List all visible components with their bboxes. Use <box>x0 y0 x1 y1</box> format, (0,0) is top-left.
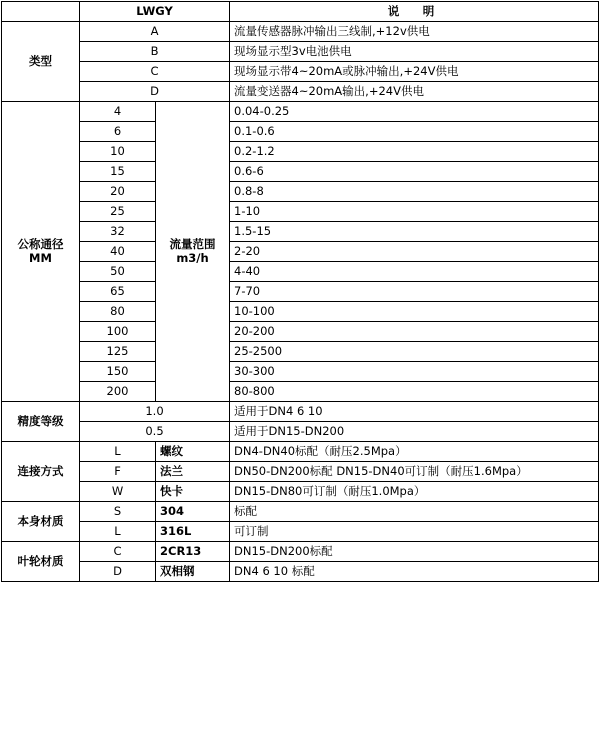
description-cell: 7-70 <box>230 282 599 302</box>
description-cell: 0.6-6 <box>230 162 599 182</box>
description-cell: 流量传感器脉冲输出三线制,+12v供电 <box>230 22 599 42</box>
description-cell: 0.1-0.6 <box>230 122 599 142</box>
table-row <box>2 162 599 182</box>
code-cell: 125 <box>80 342 156 362</box>
flow-range-line2: m3/h <box>176 250 209 265</box>
table-row <box>2 442 599 462</box>
description-cell: 20-200 <box>230 322 599 342</box>
flow-range-line1: 流量范围 <box>169 237 216 252</box>
table-row <box>2 522 599 542</box>
code-cell: S <box>80 502 156 522</box>
table-row <box>2 42 599 62</box>
code-cell: 4 <box>80 102 156 122</box>
description-cell: 可订制 <box>230 522 599 542</box>
description-cell: 现场显示型3v电池供电 <box>230 42 599 62</box>
category-label-accuracy: 精度等级 <box>2 402 80 442</box>
table-row <box>2 142 599 162</box>
code-cell: B <box>80 42 230 62</box>
table-row <box>2 242 599 262</box>
category-line2: MM <box>29 250 52 265</box>
name-cell: 快卡 <box>156 482 230 502</box>
table-row <box>2 302 599 322</box>
name-cell: 双相钢 <box>156 562 230 582</box>
code-cell: W <box>80 482 156 502</box>
name-cell: 法兰 <box>156 462 230 482</box>
table-row <box>2 482 599 502</box>
description-cell: 4-40 <box>230 262 599 282</box>
code-cell: 65 <box>80 282 156 302</box>
header-description-cell: 说 明 <box>230 2 599 22</box>
specification-table <box>1 1 599 582</box>
description-cell: 25-2500 <box>230 342 599 362</box>
description-cell: 1.5-15 <box>230 222 599 242</box>
table-row <box>2 122 599 142</box>
table-row <box>2 82 599 102</box>
table-row <box>2 262 599 282</box>
code-cell: 50 <box>80 262 156 282</box>
description-cell: DN50-DN200标配 DN15-DN40可订制（耐压1.6Mpa） <box>230 462 599 482</box>
code-cell: A <box>80 22 230 42</box>
category-label-nominal-diameter <box>2 102 80 402</box>
description-cell: DN15-DN200标配 <box>230 542 599 562</box>
code-cell: 1.0 <box>80 402 230 422</box>
table-row <box>2 62 599 82</box>
description-cell: 0.2-1.2 <box>230 142 599 162</box>
table-row <box>2 202 599 222</box>
category-line1: 公称通径 <box>17 237 64 252</box>
description-cell: 30-300 <box>230 362 599 382</box>
table-row <box>2 422 599 442</box>
code-cell: 150 <box>80 362 156 382</box>
table-row <box>2 102 599 122</box>
code-cell: F <box>80 462 156 482</box>
code-cell: L <box>80 522 156 542</box>
code-cell: C <box>80 62 230 82</box>
description-cell: 适用于DN15-DN200 <box>230 422 599 442</box>
table-row <box>2 562 599 582</box>
table-row <box>2 22 599 42</box>
name-cell: 304 <box>156 502 230 522</box>
table-row <box>2 342 599 362</box>
description-cell: 1-10 <box>230 202 599 222</box>
table-row <box>2 282 599 302</box>
category-label-type: 类型 <box>2 22 80 102</box>
code-cell: L <box>80 442 156 462</box>
description-cell: 流量变送器4~20mA输出,+24V供电 <box>230 82 599 102</box>
code-cell: 40 <box>80 242 156 262</box>
code-cell: 0.5 <box>80 422 230 442</box>
code-cell: D <box>80 562 156 582</box>
table-row <box>2 222 599 242</box>
description-cell: 0.04-0.25 <box>230 102 599 122</box>
table-row <box>2 362 599 382</box>
header-model-cell: LWGY <box>80 2 230 22</box>
code-cell: 6 <box>80 122 156 142</box>
name-cell: 螺纹 <box>156 442 230 462</box>
category-label-connection: 连接方式 <box>2 442 80 502</box>
name-cell: 316L <box>156 522 230 542</box>
table-row <box>2 502 599 522</box>
flow-range-label <box>156 102 230 402</box>
table-row <box>2 322 599 342</box>
code-cell: 20 <box>80 182 156 202</box>
description-cell: 2-20 <box>230 242 599 262</box>
code-cell: 80 <box>80 302 156 322</box>
category-label-impeller-material: 叶轮材质 <box>2 542 80 582</box>
code-cell: 32 <box>80 222 156 242</box>
code-cell: D <box>80 82 230 102</box>
category-label-body-material: 本身材质 <box>2 502 80 542</box>
description-cell: 标配 <box>230 502 599 522</box>
table-header-row <box>2 2 599 22</box>
header-blank-cell <box>2 2 80 22</box>
table-row <box>2 402 599 422</box>
code-cell: 10 <box>80 142 156 162</box>
description-cell: DN15-DN80可订制（耐压1.0Mpa） <box>230 482 599 502</box>
code-cell: C <box>80 542 156 562</box>
code-cell: 15 <box>80 162 156 182</box>
description-cell: DN4 6 10 标配 <box>230 562 599 582</box>
description-cell: 现场显示带4~20mA或脉冲输出,+24V供电 <box>230 62 599 82</box>
description-cell: 适用于DN4 6 10 <box>230 402 599 422</box>
table-row <box>2 462 599 482</box>
table-row <box>2 382 599 402</box>
description-cell: 0.8-8 <box>230 182 599 202</box>
code-cell: 100 <box>80 322 156 342</box>
code-cell: 200 <box>80 382 156 402</box>
table-row <box>2 182 599 202</box>
code-cell: 25 <box>80 202 156 222</box>
description-cell: 80-800 <box>230 382 599 402</box>
table-row <box>2 542 599 562</box>
description-cell: 10-100 <box>230 302 599 322</box>
name-cell: 2CR13 <box>156 542 230 562</box>
description-cell: DN4-DN40标配（耐压2.5Mpa） <box>230 442 599 462</box>
